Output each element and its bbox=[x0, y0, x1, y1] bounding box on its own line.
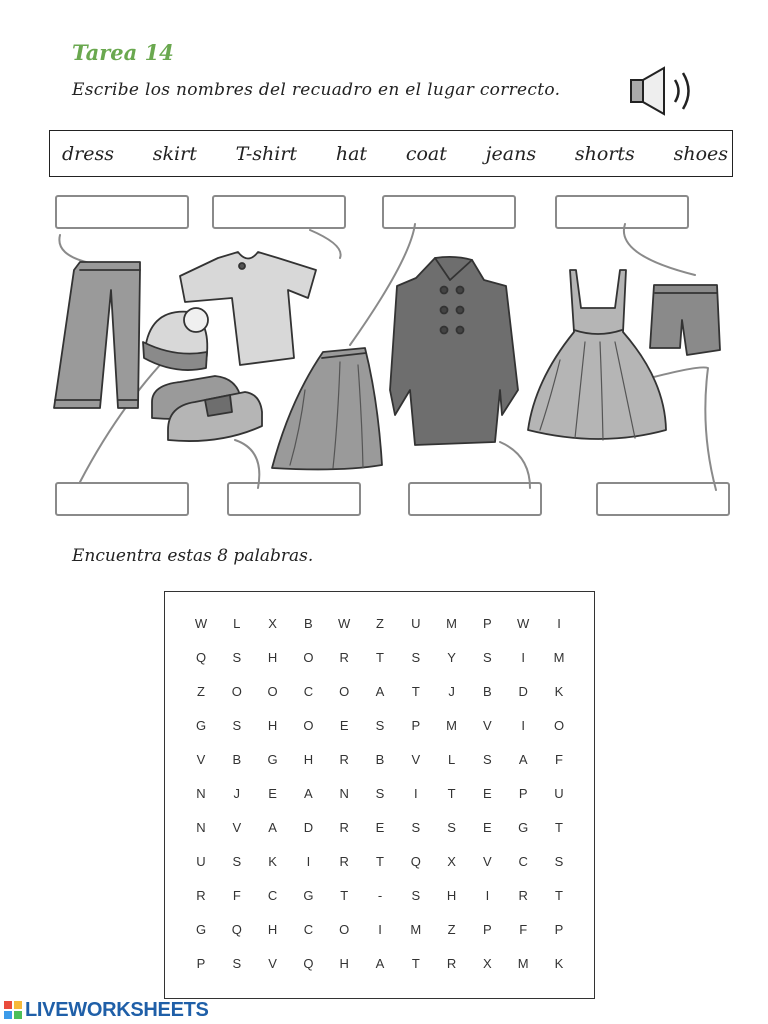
grid-letter[interactable]: O bbox=[303, 650, 314, 665]
grid-letter[interactable]: O bbox=[339, 922, 350, 937]
grid-letter[interactable]: S bbox=[232, 956, 242, 971]
grid-letter[interactable]: I bbox=[413, 786, 418, 801]
shoes-drawing bbox=[152, 376, 262, 441]
grid-letter[interactable]: N bbox=[339, 786, 349, 801]
grid-letter[interactable]: S bbox=[375, 718, 385, 733]
grid-letter[interactable]: D bbox=[303, 820, 314, 835]
grid-letter[interactable]: I bbox=[306, 854, 311, 869]
grid-letter[interactable]: V bbox=[232, 820, 242, 835]
grid-letter[interactable]: I bbox=[378, 922, 382, 937]
grid-letter[interactable]: R bbox=[446, 956, 457, 971]
grid-letter[interactable]: E bbox=[268, 786, 277, 801]
grid-letter[interactable]: S bbox=[375, 786, 385, 801]
grid-letter[interactable]: S bbox=[554, 854, 564, 869]
grid-letter[interactable]: O bbox=[553, 718, 565, 733]
grid-letter[interactable]: L bbox=[233, 616, 241, 631]
word-bank-item: shoes bbox=[673, 142, 728, 165]
grid-letter[interactable]: R bbox=[339, 752, 349, 767]
grid-letter[interactable]: V bbox=[268, 956, 277, 971]
grid-letter[interactable]: M bbox=[517, 956, 529, 971]
word-bank-item: skirt bbox=[152, 142, 197, 165]
instruction-text: Escribe los nombres del recuadro en el lugar correcto. bbox=[72, 80, 561, 100]
grid-letter[interactable]: H bbox=[303, 752, 314, 767]
grid-letter[interactable]: A bbox=[375, 956, 385, 971]
grid-letter[interactable]: O bbox=[267, 684, 278, 699]
grid-letter[interactable]: T bbox=[447, 786, 456, 801]
grid-letter[interactable]: R bbox=[339, 854, 349, 869]
grid-letter[interactable]: A bbox=[268, 820, 277, 835]
liveworksheets-logo-icon bbox=[4, 1001, 22, 1019]
grid-letter[interactable]: S bbox=[411, 650, 421, 665]
grid-letter[interactable]: S bbox=[411, 820, 421, 835]
grid-letter[interactable]: U bbox=[411, 616, 421, 631]
word-bank bbox=[49, 130, 733, 177]
grid-letter[interactable]: E bbox=[375, 820, 385, 835]
grid-letter[interactable]: H bbox=[267, 718, 278, 733]
grid-letter[interactable]: V bbox=[483, 854, 492, 869]
grid-letter[interactable]: P bbox=[411, 718, 421, 733]
grid-letter[interactable]: T bbox=[411, 956, 420, 971]
jeans-drawing bbox=[54, 262, 140, 408]
grid-letter[interactable]: R bbox=[339, 650, 349, 665]
grid-letter[interactable]: S bbox=[483, 650, 492, 665]
grid-letter[interactable]: Q bbox=[195, 650, 207, 665]
grid-letter[interactable]: X bbox=[447, 854, 456, 869]
grid-letter[interactable]: X bbox=[483, 956, 492, 971]
grid-letter[interactable]: G bbox=[303, 888, 314, 903]
grid-letter[interactable]: B bbox=[232, 752, 242, 767]
grid-letter[interactable]: W bbox=[517, 616, 530, 631]
grid-letter[interactable]: M bbox=[446, 718, 458, 733]
grid-letter[interactable]: S bbox=[483, 752, 492, 767]
grid-letter[interactable]: M bbox=[410, 922, 422, 937]
clothing-illustration bbox=[40, 190, 740, 520]
shorts-drawing bbox=[650, 285, 720, 355]
grid-letter[interactable]: Q bbox=[410, 854, 421, 869]
speaker-icon[interactable] bbox=[628, 64, 698, 120]
grid-letter[interactable]: J bbox=[448, 684, 455, 699]
footer-brand[interactable] bbox=[4, 998, 209, 1022]
grid-letter[interactable]: P bbox=[483, 616, 492, 631]
grid-letter[interactable]: M bbox=[553, 650, 565, 665]
grid-letter[interactable]: C bbox=[303, 922, 314, 937]
grid-letter[interactable]: B bbox=[375, 752, 385, 767]
grid-letter[interactable]: F bbox=[232, 888, 241, 903]
grid-letter[interactable]: R bbox=[339, 820, 349, 835]
hat-drawing bbox=[143, 308, 208, 370]
grid-letter[interactable]: I bbox=[521, 718, 525, 733]
word-bank-item: hat bbox=[335, 142, 368, 165]
grid-letter[interactable]: E bbox=[339, 718, 349, 733]
grid-letter[interactable]: U bbox=[196, 854, 206, 869]
grid-letter[interactable]: G bbox=[518, 820, 529, 835]
grid-letter[interactable]: V bbox=[411, 752, 421, 767]
grid-letter[interactable]: W bbox=[338, 616, 351, 631]
grid-letter[interactable]: C bbox=[518, 854, 528, 869]
grid-letter[interactable]: G bbox=[195, 718, 207, 733]
grid-letter[interactable]: I bbox=[485, 888, 490, 903]
grid-letter[interactable]: E bbox=[483, 786, 492, 801]
grid-letter[interactable]: R bbox=[196, 888, 206, 903]
grid-letter[interactable]: X bbox=[268, 616, 277, 631]
word-bank-item: jeans bbox=[485, 142, 537, 165]
wordsearch-grid[interactable] bbox=[164, 591, 595, 999]
grid-letter[interactable]: S bbox=[232, 650, 242, 665]
grid-letter[interactable]: K bbox=[554, 956, 564, 971]
grid-letter[interactable]: S bbox=[232, 718, 242, 733]
grid-letter[interactable]: C bbox=[303, 684, 314, 699]
grid-letter[interactable]: O bbox=[231, 684, 242, 699]
grid-letter[interactable]: G bbox=[195, 922, 207, 937]
grid-letter[interactable]: - bbox=[377, 888, 383, 903]
grid-letter[interactable]: R bbox=[518, 888, 528, 903]
grid-letter[interactable]: H bbox=[267, 922, 278, 937]
grid-letter[interactable]: P bbox=[196, 956, 206, 971]
word-bank-item: shorts bbox=[574, 142, 635, 165]
grid-letter[interactable]: K bbox=[268, 854, 277, 869]
word-bank-item: dress bbox=[62, 142, 114, 165]
grid-letter[interactable]: S bbox=[411, 888, 421, 903]
grid-letter[interactable]: Q bbox=[231, 922, 242, 937]
grid-letter[interactable]: Z bbox=[447, 922, 456, 937]
dress-drawing bbox=[528, 270, 666, 440]
grid-letter[interactable]: S bbox=[447, 820, 456, 835]
word-bank-item: T-shirt bbox=[235, 142, 298, 165]
grid-letter[interactable]: V bbox=[196, 752, 206, 767]
coat-drawing bbox=[390, 257, 518, 445]
grid-letter[interactable]: I bbox=[521, 650, 525, 665]
grid-letter[interactable]: T bbox=[376, 854, 384, 869]
grid-letter[interactable]: H bbox=[267, 650, 278, 665]
skirt-drawing bbox=[272, 348, 382, 469]
grid-letter[interactable]: J bbox=[233, 786, 241, 801]
brand-name: LIVEWORKSHEETS bbox=[25, 998, 209, 1021]
grid-letter[interactable]: F bbox=[519, 922, 528, 937]
grid-letter[interactable]: E bbox=[483, 820, 492, 835]
grid-letter[interactable]: T bbox=[555, 888, 563, 903]
grid-letter[interactable]: M bbox=[446, 616, 458, 631]
grid-letter[interactable]: N bbox=[196, 820, 206, 835]
grid-letter[interactable]: H bbox=[446, 888, 457, 903]
grid-letter[interactable]: A bbox=[304, 786, 313, 801]
grid-letter[interactable]: G bbox=[267, 752, 278, 767]
grid-letter[interactable]: A bbox=[375, 684, 385, 699]
grid-letter[interactable]: O bbox=[303, 718, 314, 733]
grid-letter[interactable]: T bbox=[555, 820, 563, 835]
grid-letter[interactable]: Z bbox=[197, 684, 205, 699]
wordsearch-instruction: Encuentra estas 8 palabras. bbox=[72, 546, 314, 566]
grid-letter[interactable]: P bbox=[554, 922, 564, 937]
grid-letter[interactable]: K bbox=[554, 684, 564, 699]
grid-letter[interactable]: A bbox=[518, 752, 528, 767]
grid-letter[interactable]: B bbox=[304, 616, 313, 631]
grid-letter[interactable]: H bbox=[339, 956, 349, 971]
grid-letter[interactable]: T bbox=[340, 888, 349, 903]
grid-letter[interactable]: B bbox=[483, 684, 492, 699]
grid-letter[interactable]: T bbox=[411, 684, 420, 699]
grid-letter[interactable]: U bbox=[554, 786, 564, 801]
worksheet-title: Tarea 14 bbox=[72, 40, 174, 65]
grid-letter[interactable]: S bbox=[232, 854, 242, 869]
grid-letter[interactable]: P bbox=[483, 922, 492, 937]
grid-letter[interactable]: D bbox=[518, 684, 528, 699]
grid-letter[interactable]: Q bbox=[303, 956, 314, 971]
grid-letter[interactable]: I bbox=[557, 616, 561, 631]
grid-letter[interactable]: V bbox=[483, 718, 492, 733]
grid-letter[interactable]: L bbox=[447, 752, 456, 767]
grid-letter[interactable]: T bbox=[376, 650, 384, 665]
grid-letter[interactable]: F bbox=[555, 752, 563, 767]
grid-letter[interactable]: C bbox=[267, 888, 278, 903]
grid-letter[interactable]: Z bbox=[376, 616, 384, 631]
word-bank-item: coat bbox=[405, 142, 447, 165]
grid-letter[interactable]: P bbox=[518, 786, 528, 801]
grid-letter[interactable]: O bbox=[339, 684, 350, 699]
grid-letter[interactable]: N bbox=[196, 786, 206, 801]
grid-letter[interactable]: Y bbox=[447, 650, 456, 665]
grid-letter[interactable]: W bbox=[194, 616, 208, 631]
